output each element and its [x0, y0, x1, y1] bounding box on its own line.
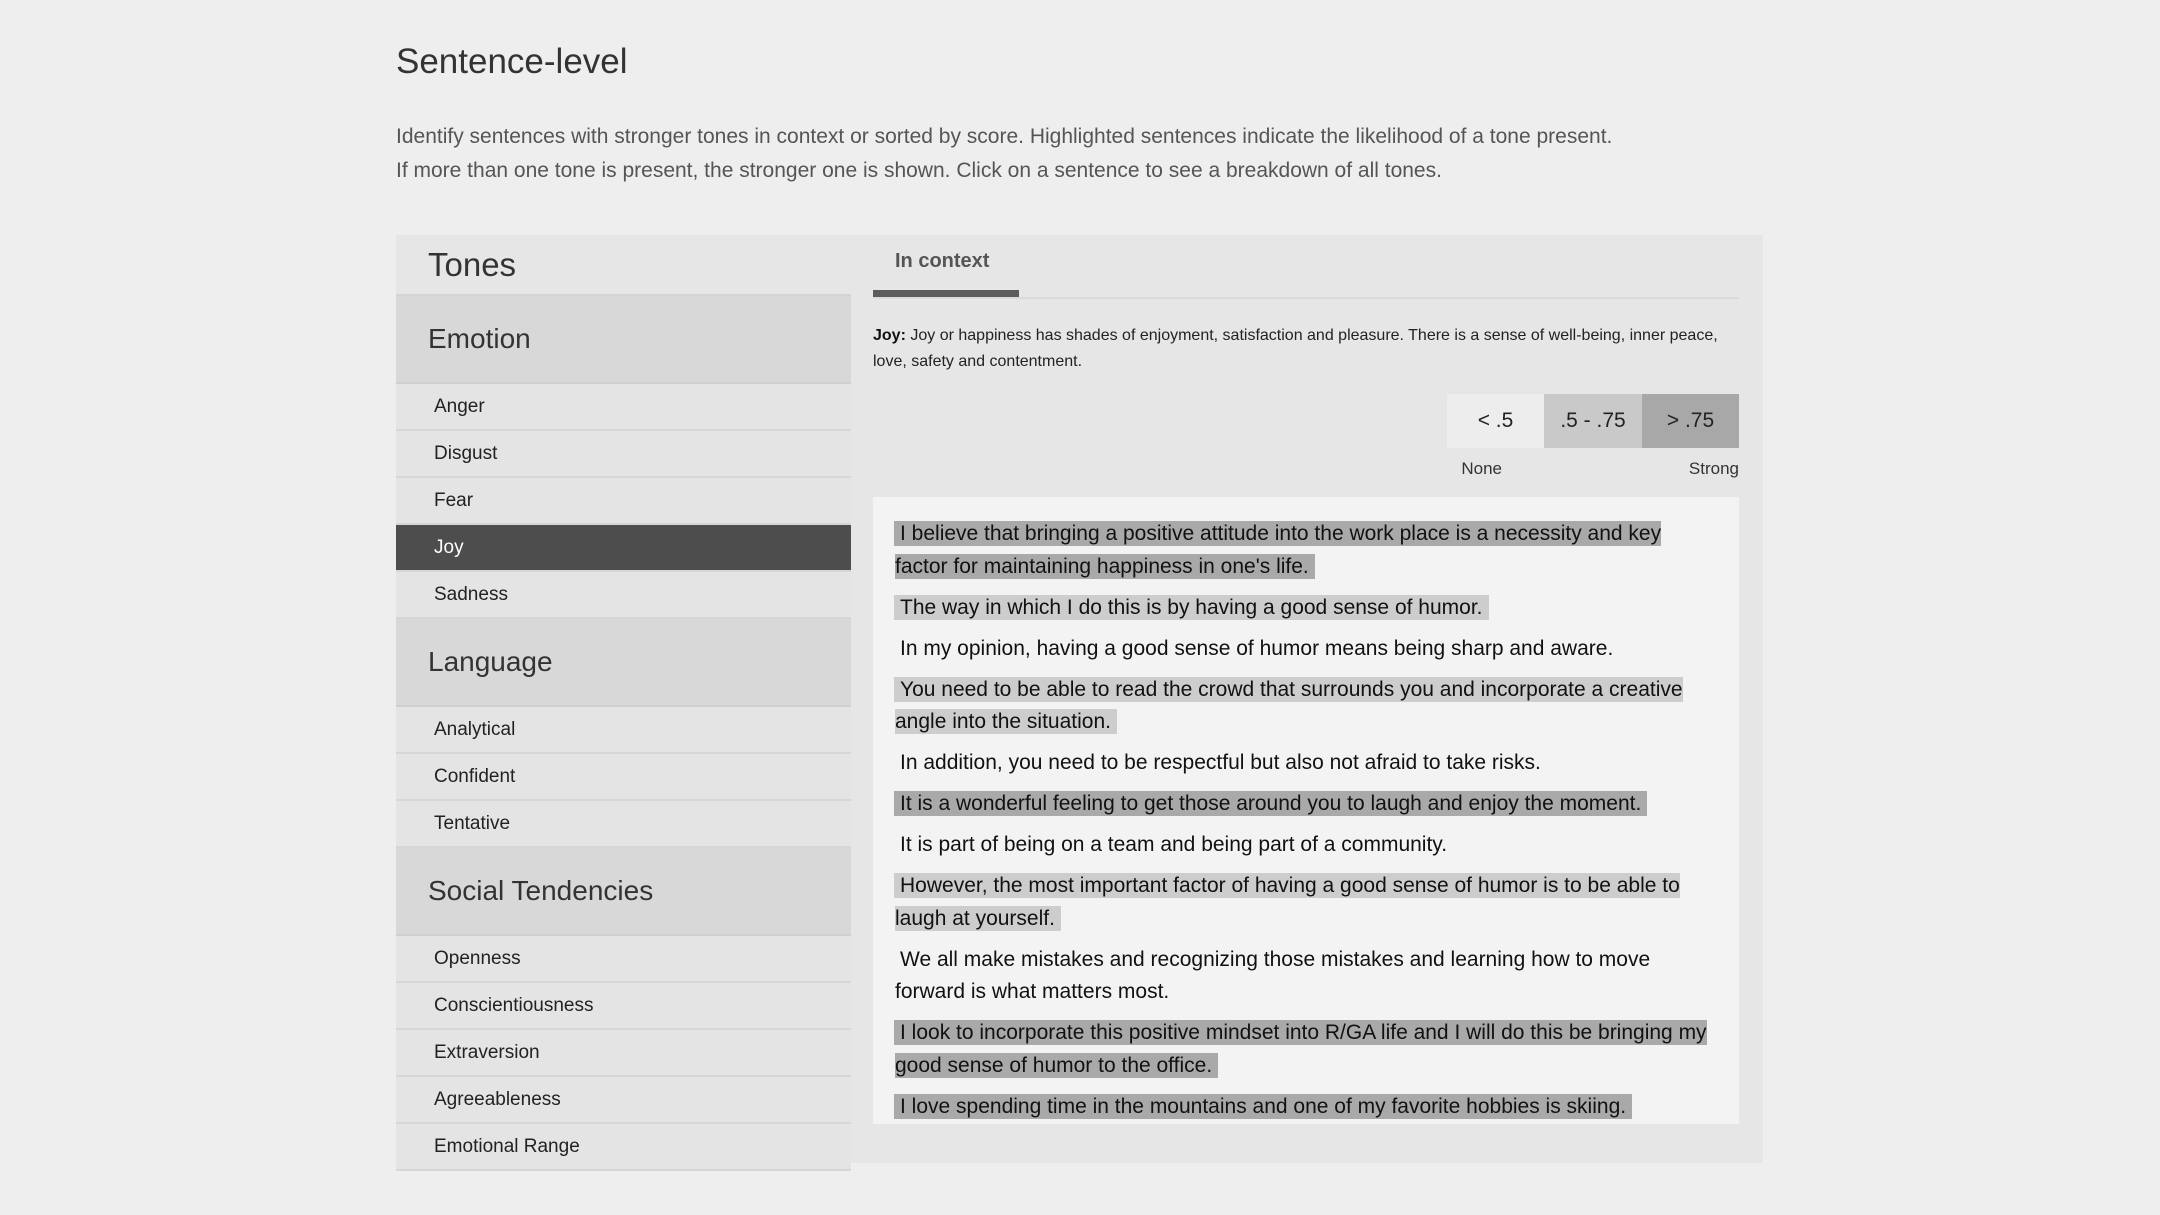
sidebar-item-openness[interactable]: Openness [396, 936, 851, 983]
sentence-item[interactable] [895, 788, 1715, 821]
legend-high: > .75 [1642, 394, 1739, 448]
group-header-language: Language [396, 619, 851, 707]
legend-strong-label: Strong [1688, 459, 1739, 478]
sentence-item[interactable] [895, 747, 1715, 780]
sentence-item[interactable] [895, 592, 1715, 625]
tones-sidebar [396, 235, 851, 1163]
sidebar-item-joy[interactable]: Joy [396, 525, 851, 572]
sentence-text: I love spending time in the mountains and one of my favorite hobbies is skiing. [894, 1094, 1632, 1119]
legend-mid: .5 - .75 [1544, 394, 1642, 448]
sentence-text: The way in which I do this is by having a good sense of humor. [894, 595, 1489, 620]
legend-low: < .5 [1447, 394, 1544, 448]
sentence-list [873, 497, 1739, 1124]
description-line-2: If more than one tone is present, the stronger one is shown. Click on a sentence to see a breakdown of all tones. [396, 159, 1442, 182]
sentence-item[interactable] [895, 674, 1715, 739]
sentence-item[interactable] [895, 1091, 1715, 1124]
sidebar-item-tentative[interactable]: Tentative [396, 801, 851, 848]
sentence-text: I look to incorporate this positive mindset into R/GA life and I will do this be bringing my good sense of humor to the office. [895, 1021, 1707, 1077]
sidebar-item-sadness[interactable]: Sadness [396, 572, 851, 619]
sentence-item[interactable] [895, 829, 1715, 862]
sidebar-item-disgust[interactable]: Disgust [396, 431, 851, 478]
tab-in-context[interactable]: In context [873, 235, 1019, 297]
sentence-item[interactable] [895, 1017, 1715, 1082]
sentence-item[interactable] [895, 870, 1715, 935]
sidebar-item-emotional-range[interactable]: Emotional Range [396, 1124, 851, 1171]
tone-description [873, 323, 1739, 375]
sentence-text: It is a wonderful feeling to get those around you to laugh and enjoy the moment. [894, 791, 1647, 816]
sidebar-item-fear[interactable]: Fear [396, 478, 851, 525]
sidebar-item-agreeableness[interactable]: Agreeableness [396, 1077, 851, 1124]
sidebar-item-confident[interactable]: Confident [396, 754, 851, 801]
sentence-text: In my opinion, having a good sense of humor means being sharp and aware. [900, 636, 1614, 660]
sentence-item[interactable] [895, 944, 1715, 1009]
sidebar-title: Tones [396, 235, 851, 296]
sentence-text: In addition, you need to be respectful but also not afraid to take risks. [900, 751, 1541, 774]
score-legend [1447, 394, 1739, 448]
sentence-text: I believe that bringing a positive attitude into the work place is a necessity and key factor for maintaining happiness in one's life. [895, 522, 1662, 578]
sidebar-item-extraversion[interactable]: Extraversion [396, 1030, 851, 1077]
sidebar-item-analytical[interactable]: Analytical [396, 707, 851, 754]
sentence-text: It is part of being on a team and being part of a community. [900, 833, 1448, 856]
sentence-text: We all make mistakes and recognizing those mistakes and learning how to move forward is what matters most. [895, 947, 1651, 1003]
sidebar-item-conscientiousness[interactable]: Conscientiousness [396, 983, 851, 1030]
group-header-emotion: Emotion [396, 296, 851, 384]
sentence-item[interactable] [895, 633, 1715, 666]
tone-panel [396, 235, 1763, 1163]
tone-content [873, 235, 1739, 1163]
page-description [396, 120, 1756, 188]
sentence-text: You need to be able to read the crowd that surrounds you and incorporate a creative angle into the situation. [895, 677, 1683, 733]
legend-none-label: None [1461, 459, 1502, 478]
tab-bar [873, 235, 1739, 299]
tone-name: Joy: [873, 327, 906, 344]
group-header-social-tendencies: Social Tendencies [396, 848, 851, 936]
sentence-item[interactable] [895, 518, 1715, 583]
tone-description-text: Joy or happiness has shades of enjoyment, satisfaction and pleasure. There is a sense of well-being, inner peace, love, safety and contentment. [873, 327, 1718, 370]
sidebar-item-anger[interactable]: Anger [396, 384, 851, 431]
description-line-1: Identify sentences with stronger tones in context or sorted by score. Highlighted sentences indicate the likelihood of a tone present. [396, 125, 1613, 148]
page-title: Sentence-level [396, 42, 628, 81]
sentence-text: However, the most important factor of having a good sense of humor is to be able to laugh at yourself. [895, 874, 1680, 930]
